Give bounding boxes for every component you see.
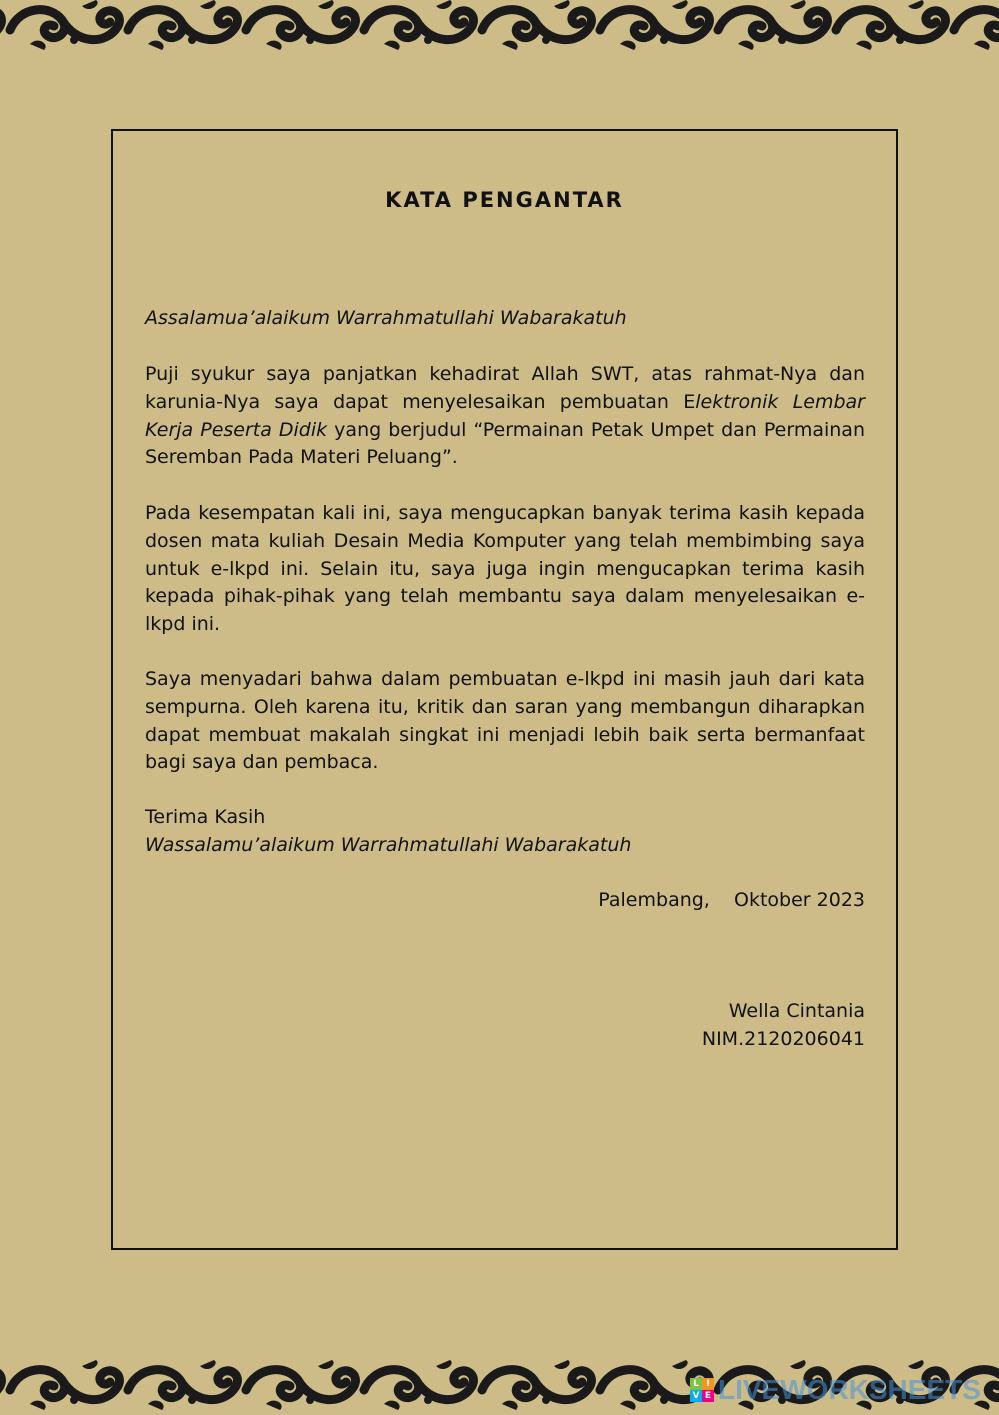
ornament-motif [128, 0, 237, 50]
author-name: Wella Cintania [728, 1000, 865, 1022]
paragraph-1-text-b: yang berjudul “Permainan Petak Umpet dan Permainan Seremban Pada Materi Peluang”. [145, 418, 865, 469]
place-date: Palembang, Oktober 2023 [598, 889, 865, 911]
ornament-motif [246, 1360, 355, 1410]
ornament-motif [836, 0, 945, 50]
ornament-motif [128, 1360, 237, 1410]
closing: Terima Kasih [145, 806, 266, 828]
ornament-motif [482, 1360, 591, 1410]
liveworksheets-watermark [690, 1375, 981, 1405]
liveworksheets-logo-icon [690, 1378, 714, 1402]
top-border-ornament [0, 0, 999, 52]
ornament-motif [718, 0, 827, 50]
paragraph-1-text-a: Puji syukur saya panjatkan kehadirat Allah SWT, atas rahmat-Nya dan karunia-Nya saya dapat menyelesaikan pembuatan E [145, 363, 865, 413]
paragraph-3: Saya menyadari bahwa dalam pembuatan e-lkpd ini masih jauh dari kata sempurna. Oleh karena itu, kritik dan saran yang membangun diharapkan dapat membuat makalah singkat ini menjadi lebih baik serta bermanfaat bagi saya dan pembaca. [145, 668, 865, 774]
ornament-motif [0, 0, 1, 50]
ornament-motif [10, 1360, 119, 1410]
ornament-motif [0, 1360, 1, 1410]
ornament-motif [954, 0, 999, 50]
ornament-motif [482, 0, 591, 50]
logo-letter: I [702, 1378, 714, 1390]
author-nim: NIM.2120206041 [701, 1028, 865, 1050]
logo-letter: E [702, 1390, 714, 1402]
page-title: KATA PENGANTAR [385, 188, 624, 212]
greeting: Assalamua’alaikum Warrahmatullahi Wabarakatuh [145, 307, 627, 329]
farewell: Wassalamu’alaikum Warrahmatullahi Wabarakatuh [145, 834, 632, 856]
paragraph-2: Pada kesempatan kali ini, saya mengucapkan banyak terima kasih kepada dosen mata kuliah Desain Media Komputer yang telah membimbing saya untuk e-lkpd ini. Selain itu, saya juga ingin mengucapkan terima kasih kepada pihak-pihak yang telah membantu saya dalam menyelesaikan e-lkpd ini. [145, 502, 865, 636]
paragraph-1-italic: lektronik Lembar Kerja Peserta Didik [145, 390, 865, 441]
logo-letter: V [690, 1390, 702, 1402]
ornament-motif [246, 0, 355, 50]
paragraph-1 [145, 361, 865, 472]
watermark-text: LIVEWORKSHEETS [718, 1374, 981, 1405]
ornament-motif [364, 1360, 473, 1410]
ornament-motif [600, 0, 709, 50]
logo-letter: L [690, 1378, 702, 1390]
ornament-motif [364, 0, 473, 50]
ornament-motif [10, 0, 119, 50]
